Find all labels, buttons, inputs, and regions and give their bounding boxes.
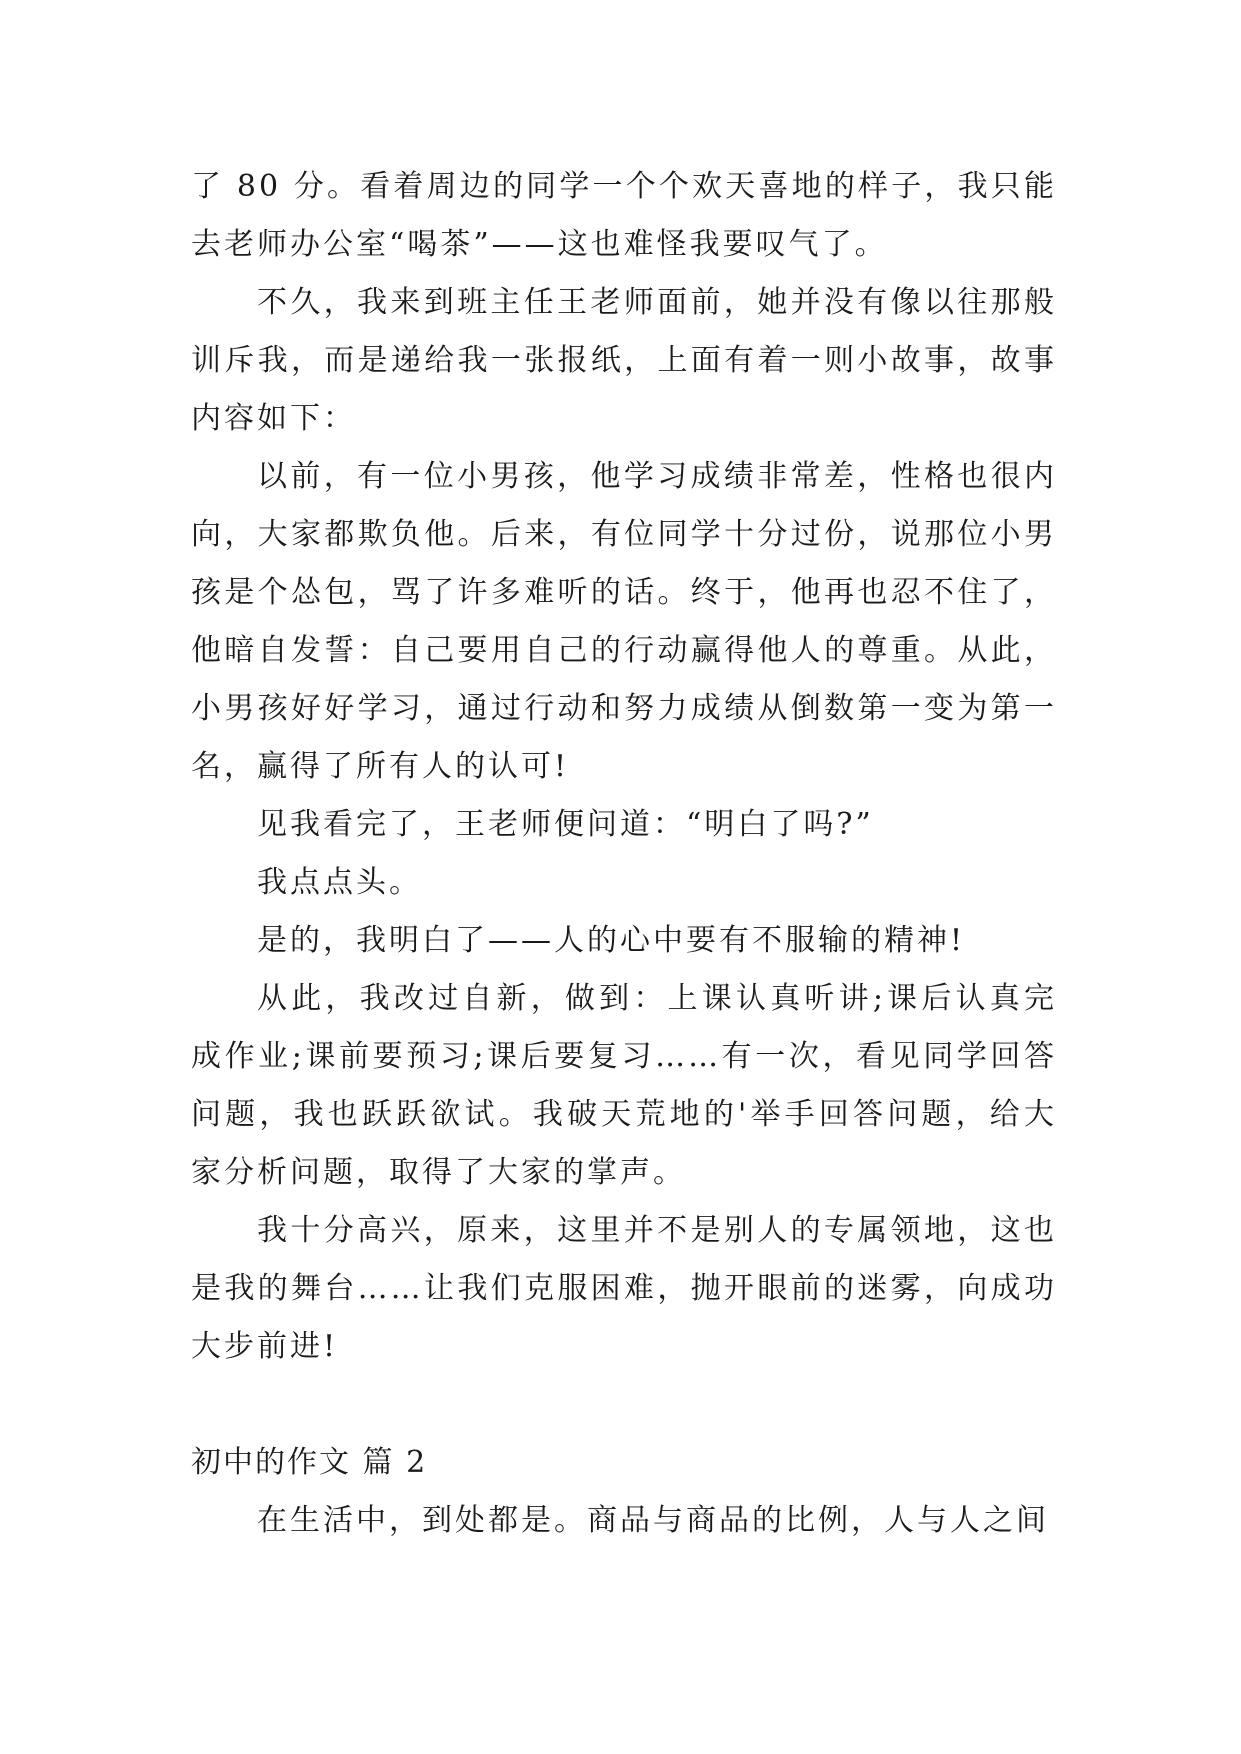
paragraph-6: 是的，我明白了——人的心中要有不服输的精神!	[257, 923, 966, 958]
paragraph-7: 从此，我改过自新，做到：上课认真听讲;课后认真完成作业;课前要预习;课后要复习……有一次，看见同学回答问题，我也跃跃欲试。我破天荒地的'举手回答问题，给大家分析问题，取得了大家的掌声。	[191, 981, 1057, 1190]
paragraph-5: 我点点头。	[257, 865, 422, 900]
paragraph-4: 见我看完了，王老师便问道：“明白了吗?”	[257, 807, 874, 842]
document-page	[191, 158, 1057, 1550]
paragraph-2: 不久，我来到班主任王老师面前，她并没有像以往那般训斥我，而是递给我一张报纸，上面有着一则小故事，故事内容如下：	[191, 285, 1057, 436]
section-title: 初中的作文 篇 2	[191, 1445, 428, 1480]
paragraph-8: 我十分高兴，原来，这里并不是别人的专属领地，这也是我的舞台……让我们克服困难，抛开眼前的迷雾，向成功大步前进!	[191, 1213, 1057, 1364]
paragraph-1: 了 80 分。看着周边的同学一个个欢天喜地的样子，我只能去老师办公室“喝茶”——这也难怪我要叹气了。	[191, 169, 1057, 262]
section-first-paragraph: 在生活中，到处都是。商品与商品的比例，人与人之间	[257, 1503, 1049, 1538]
paragraph-3: 以前，有一位小男孩，他学习成绩非常差，性格也很内向，大家都欺负他。后来，有位同学十分过份，说那位小男孩是个怂包，骂了许多难听的话。终于，他再也忍不住了，他暗自发誓：自己要用自己的行动赢得他人的尊重。从此，小男孩好好学习，通过行动和努力成绩从倒数第一变为第一名，赢得了所有人的认可!	[191, 459, 1057, 784]
